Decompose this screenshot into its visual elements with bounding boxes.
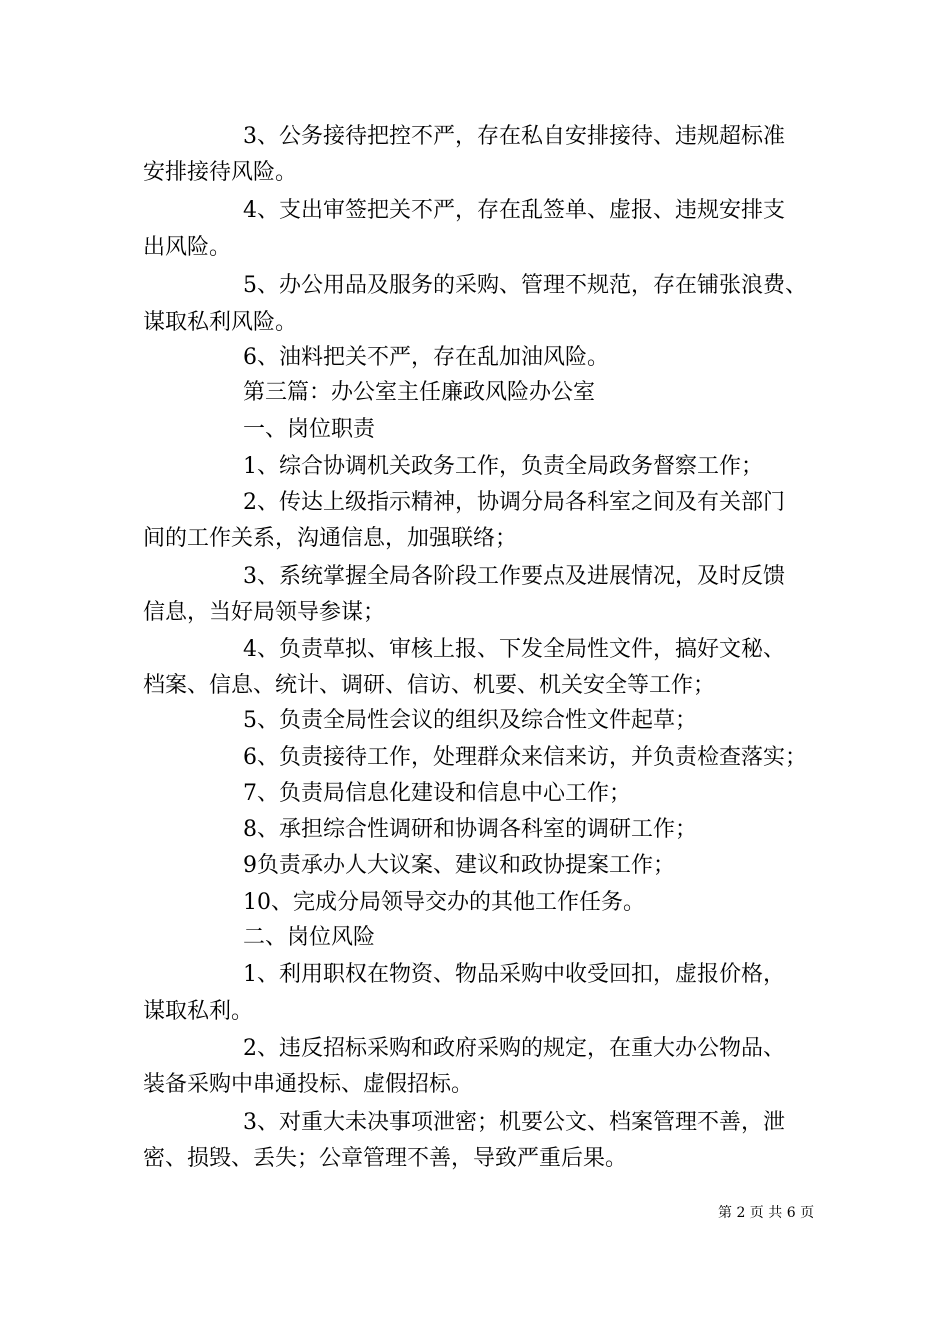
paragraph-line: 谋取私利。	[143, 999, 254, 1024]
paragraph-line: 谋取私利风险。	[143, 310, 298, 335]
page-number-footer: 第 2 页 共 6 页	[718, 1205, 815, 1221]
paragraph-line: 装备采购中串通投标、虚假招标。	[143, 1072, 474, 1097]
paragraph-line: 1、利用职权在物资、物品采购中收受回扣，虚报价格，	[243, 962, 785, 987]
paragraph-line: 信息，当好局领导参谋；	[143, 600, 386, 625]
paragraph-line: 8、承担综合性调研和协调各科室的调研工作；	[243, 817, 697, 842]
paragraph-line: 间的工作关系，沟通信息，加强联络；	[143, 526, 518, 551]
paragraph-line: 3、对重大未决事项泄密；机要公文、档案管理不善，泄	[243, 1110, 785, 1135]
section-heading: 二、岗位风险	[243, 925, 376, 950]
paragraph-line: 10、完成分局领导交办的其他工作任务。	[243, 890, 645, 915]
paragraph-line: 3、公务接待把控不严，存在私自安排接待、违规超标准	[243, 124, 785, 149]
paragraph-line: 档案、信息、统计、调研、信访、机要、机关安全等工作；	[143, 673, 716, 698]
paragraph-line: 出风险。	[143, 235, 232, 260]
paragraph-line: 6、油料把关不严，存在乱加油风险。	[243, 345, 609, 370]
paragraph-line: 3、系统掌握全局各阶段工作要点及进展情况，及时反馈	[243, 564, 785, 589]
paragraph-line: 4、支出审签把关不严，存在乱签单、虚报、违规安排支	[243, 198, 785, 223]
paragraph-line: 6、负责接待工作，处理群众来信来访，并负责检查落实；	[243, 745, 807, 770]
paragraph-line: 5、办公用品及服务的采购、管理不规范，存在铺张浪费、	[243, 273, 807, 298]
paragraph-line: 1、综合协调机关政务工作，负责全局政务督察工作；	[243, 454, 763, 479]
paragraph-line: 2、传达上级指示精神，协调分局各科室之间及有关部门	[243, 490, 785, 515]
paragraph-line: 4、负责草拟、审核上报、下发全局性文件，搞好文秘、	[243, 637, 785, 662]
paragraph-line: 9负责承办人大议案、建议和政协提案工作；	[243, 853, 675, 878]
section-heading: 第三篇：办公室主任廉政风险办公室	[243, 380, 596, 405]
paragraph-line: 安排接待风险。	[143, 160, 298, 185]
paragraph-line: 密、损毁、丢失；公章管理不善，导致严重后果。	[143, 1146, 628, 1171]
paragraph-line: 7、负责局信息化建设和信息中心工作；	[243, 781, 631, 806]
paragraph-line: 5、负责全局性会议的组织及综合性文件起草；	[243, 708, 697, 733]
paragraph-line: 2、违反招标采购和政府采购的规定，在重大办公物品、	[243, 1036, 785, 1061]
section-heading: 一、岗位职责	[243, 417, 376, 442]
